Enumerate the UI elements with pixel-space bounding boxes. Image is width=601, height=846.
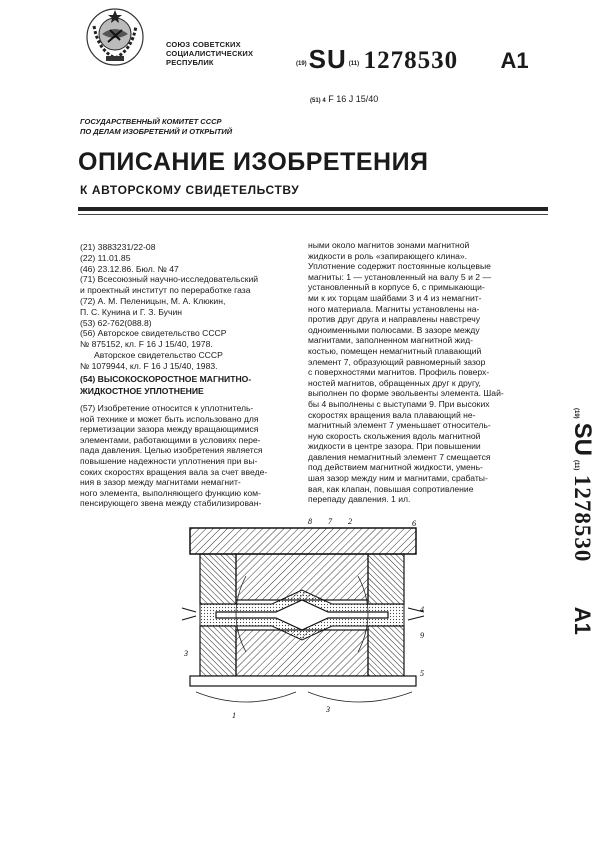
abstract-line: одноименными полюсами. В зазоре между [308, 324, 480, 335]
abstract-line: скоростях вращения вала плавающий не- [308, 409, 476, 420]
country-code: SU [569, 422, 596, 457]
patent-number: 1278530 [570, 474, 595, 563]
bibliographic-entry: (22) 11.01.85 [80, 252, 131, 263]
abstract-line: вая, как клапан, повышая сопротивление [308, 483, 474, 494]
figure-label: 5 [420, 669, 424, 678]
abstract-line: против друг друга и направлены навстречу [308, 314, 481, 325]
bibliographic-entry: (21) 3883231/22-08 [80, 242, 156, 252]
abstract-line: ми к их торцам шайбами 3 и 4 из немагнит- [308, 292, 482, 303]
figure-label: 3 [326, 705, 330, 714]
patent-number: 1278530 [363, 47, 459, 74]
inid-code-19: (19) [573, 408, 579, 419]
abstract-line: ния в зазор между магнитами немагнит- [80, 477, 241, 488]
abstract-line: ными около магнитов зонами магнитной [308, 240, 470, 250]
bibliographic-entry: № 875152, кл. F 16 J 15/40, 1978. [80, 339, 213, 350]
bibliographic-entry: и проектный институт по переработке газа [80, 285, 251, 296]
figure-label: 6 [412, 519, 416, 528]
abstract-line: (57) Изобретение относится к уплотнитель- [80, 403, 254, 413]
bibliographic-entry: Авторское свидетельство СССР [94, 349, 223, 360]
abstract-line: пада давления. Целью изобретения является [80, 445, 263, 456]
abstract-line: ностей магнитов, обращенных друг к другу, [308, 377, 481, 388]
inid-code-11: (11) [348, 60, 360, 67]
ipc-code: F 16 J 15/40 [328, 94, 379, 104]
abstract-line: элементами, работающими в условиях пере- [80, 434, 261, 445]
abstract-line: жидкости в роль «запирающего клина». [308, 250, 468, 261]
ipc-classification [310, 94, 378, 104]
abstract-line: перепаду давления. 1 ил. [308, 494, 411, 505]
kind-code: A1 [570, 606, 595, 635]
figure-label: 3 [184, 649, 188, 658]
abstract-right-column [308, 240, 552, 505]
abstract-line: повышение надежности уплотнения при вы- [80, 455, 258, 466]
abstract-line: Уплотнение содержит постоянные кольцевые [308, 261, 491, 272]
abstract-line: ного материала. Магниты установлены на- [308, 303, 480, 314]
vertical-patent-number [548, 408, 598, 658]
abstract-line: соких скоростях вращения вала за счет введе- [80, 466, 268, 477]
figure-label: 2 [348, 517, 352, 526]
abstract-line: давления немагнитный элемент 7 смещается [308, 451, 491, 462]
bibliographic-entry: (53) 62-762(088.8) [80, 317, 152, 328]
bibliographic-entry: (71) Всесоюзный научно-исследовательский [80, 274, 259, 285]
inid-code-19: (19) [296, 60, 307, 67]
header-divider-thin [78, 214, 548, 215]
document-title: ОПИСАНИЕ ИЗОБРЕТЕНИЯ [78, 148, 429, 176]
kind-code: A1 [500, 48, 529, 73]
abstract-line: пенсирующего звена между стабилизирован- [80, 498, 262, 509]
invention-title: ЖИДКОСТНОЕ УПЛОТНЕНИЕ [80, 386, 204, 397]
abstract-line: шая зазор между ним и магнитами, срабаты- [308, 473, 488, 484]
union-line: РЕСПУБЛИК [166, 58, 214, 67]
bibliographic-entry: (72) А. М. Пеленицын, М. А. Клюкин, [80, 295, 226, 306]
bibliographic-entry: (46) 23.12.86. Бюл. № 47 [80, 263, 179, 274]
abstract-line: жидкости в центре зазора. При повышении [308, 441, 481, 452]
bibliographic-data [80, 242, 302, 397]
abstract-left-column [80, 403, 302, 509]
union-line: СОЮЗ СОВЕТСКИХ [166, 40, 241, 49]
header-divider [78, 207, 548, 211]
bibliographic-entry: № 1079944, кл. F 16 J 15/40, 1983. [80, 360, 218, 371]
ussr-emblem-icon [84, 6, 146, 68]
country-code: SU [308, 44, 347, 74]
inid-code-11: (11) [573, 460, 579, 471]
inid-code-51: (51) 4 [310, 98, 326, 104]
abstract-line: с поверхностями магнитов. Профиль поверх- [308, 367, 490, 378]
figure-label: 8 [308, 517, 312, 526]
abstract-line: установленный в корпусе 6, с примыкающи- [308, 282, 485, 293]
abstract-line: магнитами, заполненном магнитной жид- [308, 335, 473, 346]
abstract-line: магнитный элемент 7 уменьшает относитель- [308, 420, 491, 431]
committee-line: ГОСУДАРСТВЕННЫЙ КОМИТЕТ СССР [80, 117, 222, 126]
figure-label: 9 [420, 631, 424, 640]
abstract-line: герметизации зазора между вращающимися [80, 424, 259, 435]
committee-name [80, 117, 232, 137]
abstract-line: бы 4 выполнены с выступами 9. При высоких [308, 398, 490, 409]
abstract-line: элемент 7, образующий равномерный зазор [308, 356, 486, 367]
abstract-line: под действием магнитной жидкости, умень- [308, 462, 483, 473]
country-name [166, 40, 253, 67]
union-line: СОЦИАЛИСТИЧЕСКИХ [166, 49, 254, 58]
figure-label: 1 [232, 711, 236, 720]
abstract-line: ной технике и может быть использовано для [80, 413, 259, 424]
abstract-line: выполнен по форме эвольвенты элемента. Шай- [308, 388, 504, 399]
document-subtitle: К АВТОРСКОМУ СВИДЕТЕЛЬСТВУ [80, 183, 300, 197]
invention-title: (54) ВЫСОКОСКОРОСТНОЕ МАГНИТНО- [80, 373, 252, 384]
figure-label: 4 [420, 605, 424, 614]
abstract-line: магниты: 1 — установленный на валу 5 и 2 — [308, 271, 492, 282]
abstract-line: ного элемента, выполняющего функцию ком- [80, 487, 261, 498]
abstract-line: ную скорость скольжения вдоль магнитной [308, 430, 481, 441]
abstract-line: костью, помещен немагнитный плавающий [308, 345, 482, 356]
bibliographic-entry: (56) Авторское свидетельство СССР [80, 328, 227, 339]
seal-cross-section-drawing [176, 516, 436, 722]
committee-line: ПО ДЕЛАМ ИЗОБРЕТЕНИЙ И ОТКРЫТИЙ [80, 127, 233, 136]
bibliographic-entry: П. С. Кунина и Г. З. Бучин [80, 306, 182, 317]
figure-label: 7 [328, 517, 332, 526]
patent-number-block [296, 44, 529, 75]
